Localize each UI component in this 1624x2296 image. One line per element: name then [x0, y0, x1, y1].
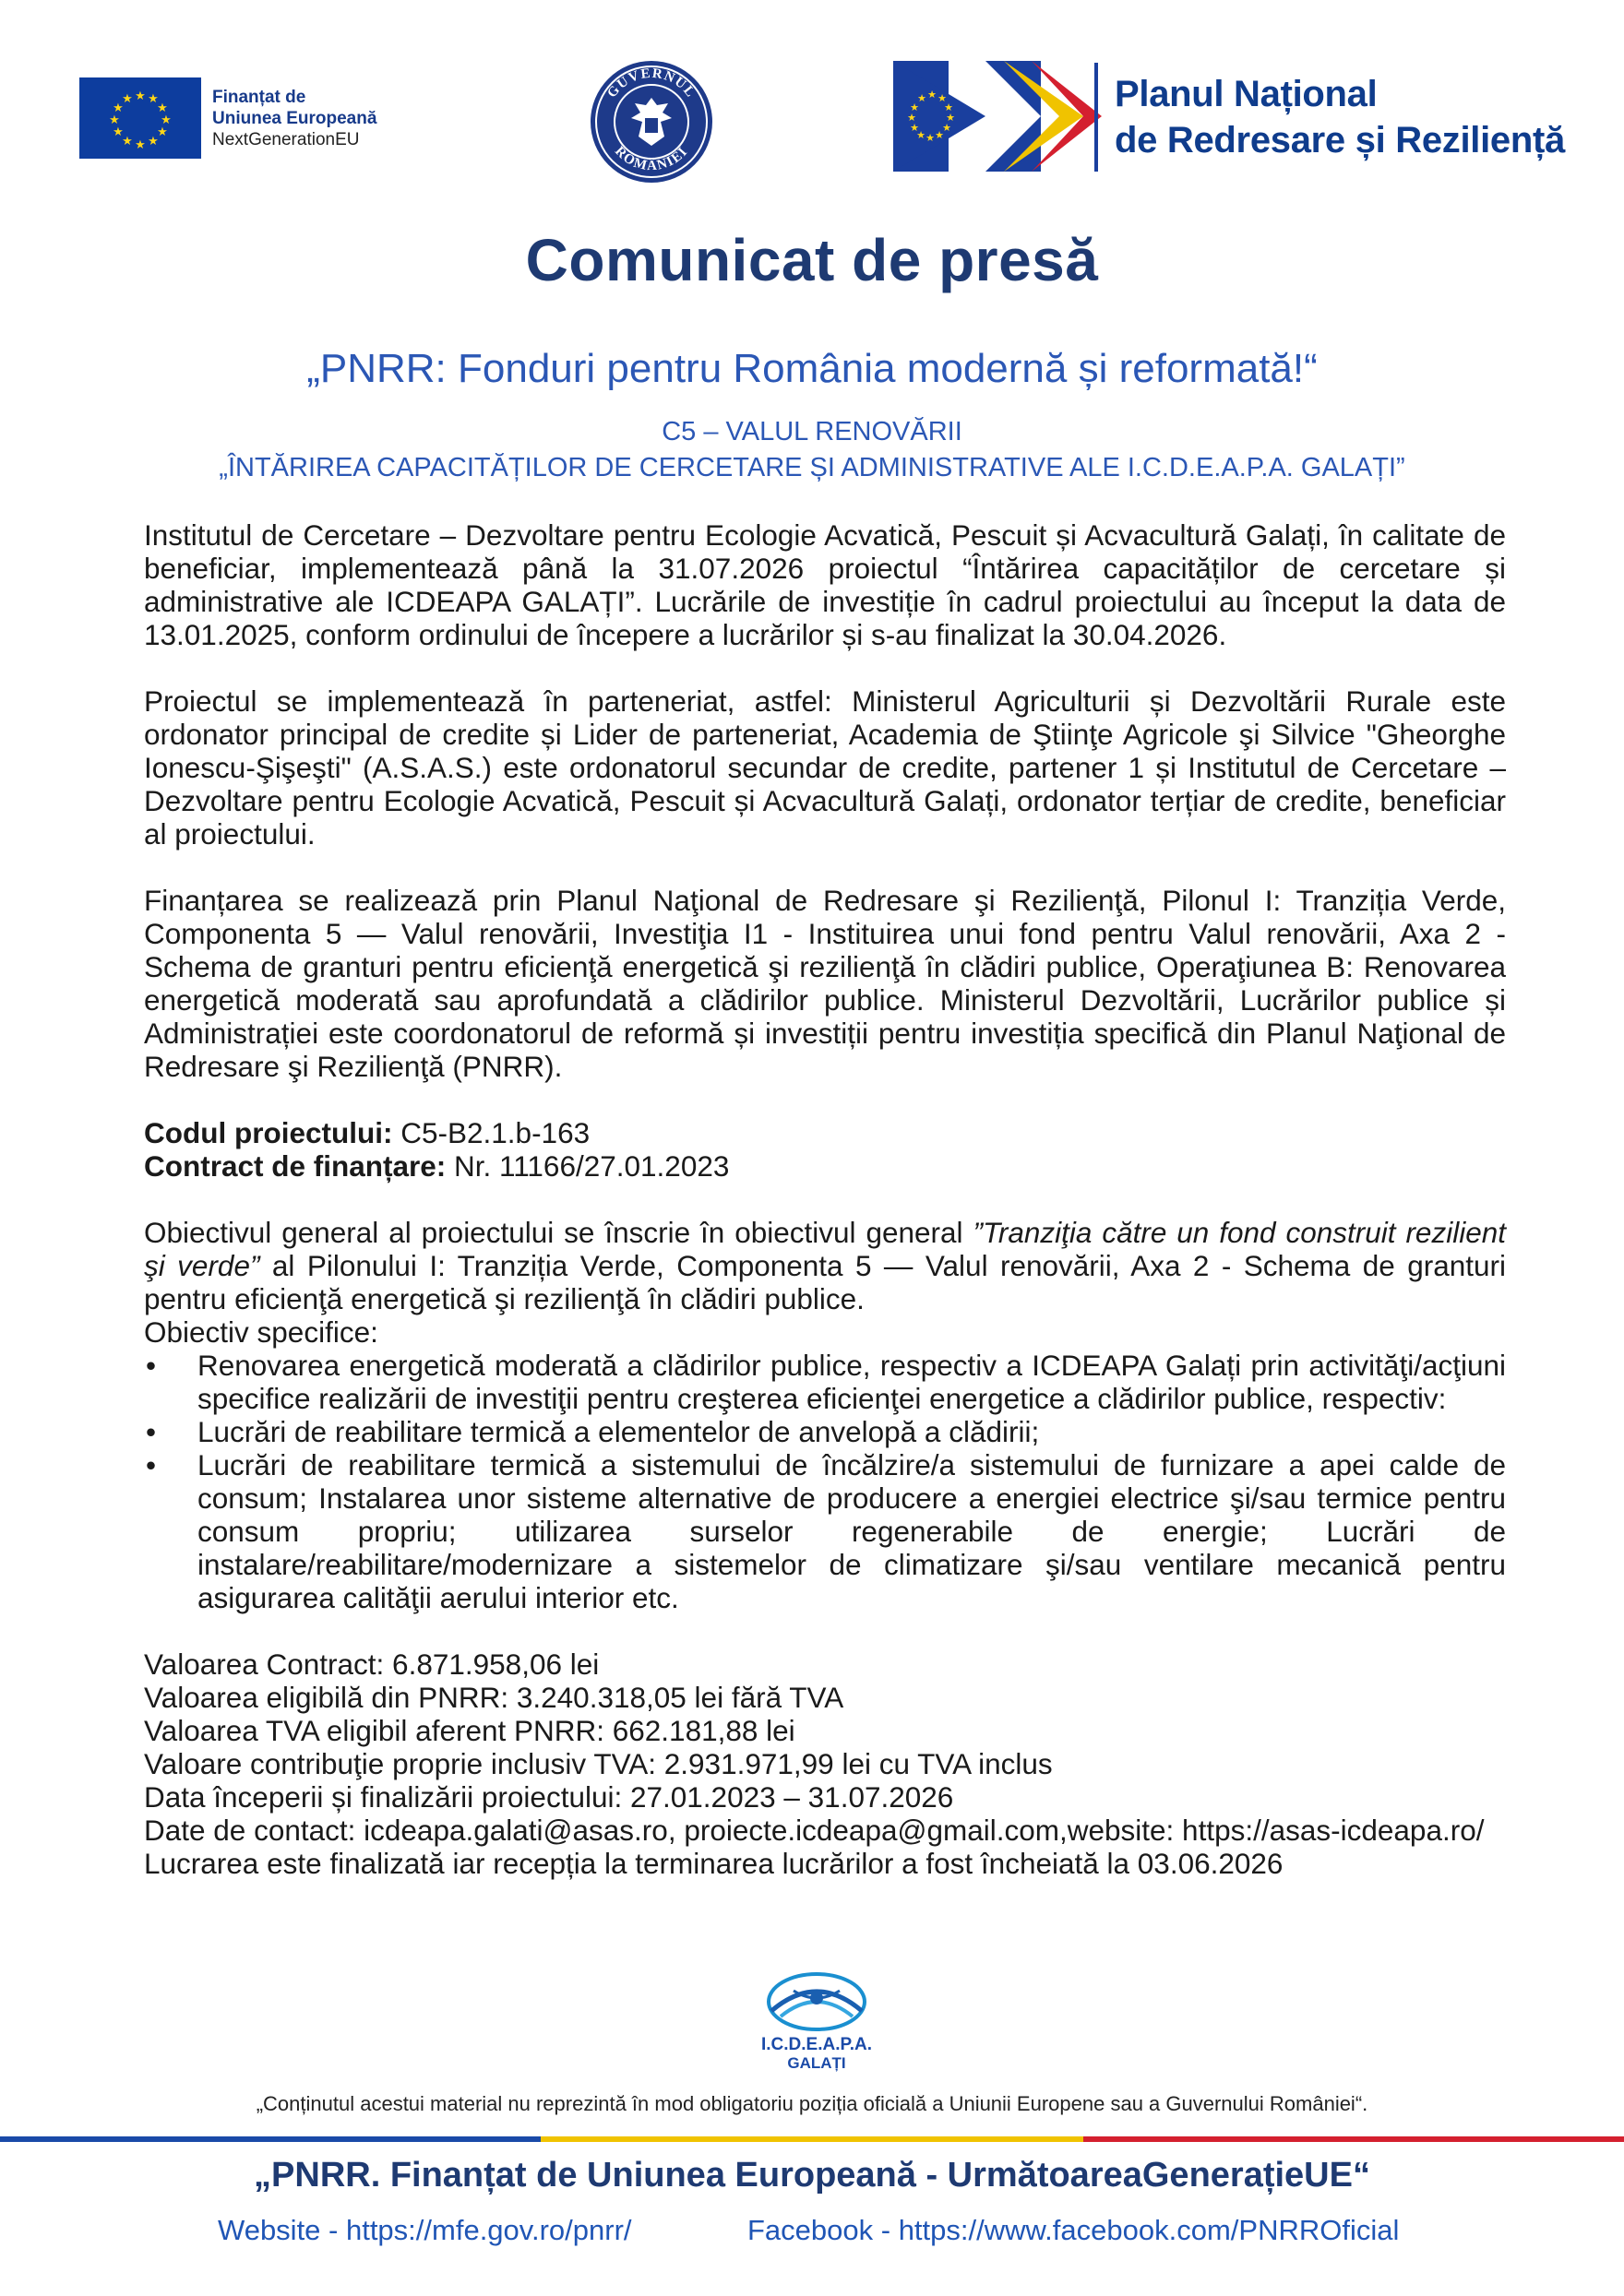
press-release-body: [144, 518, 1506, 1880]
svg-text:★: ★: [148, 92, 159, 106]
completion-line: Lucrarea este finalizată iar recepția la terminarea lucrărilor a fost încheiată la 03.06.2026: [144, 1847, 1284, 1880]
facebook-link[interactable]: Facebook - https://www.facebook.com/PNRROficial: [747, 2214, 1400, 2246]
pnrr-flag-icon: [893, 61, 1102, 173]
svg-text:★: ★: [927, 89, 937, 101]
svg-text:★: ★: [157, 101, 168, 115]
contract-value: Nr. 11166/27.01.2023: [446, 1149, 730, 1183]
specific-objectives-list: [144, 1349, 1506, 1614]
svg-text:★: ★: [122, 135, 133, 149]
header-logos: [0, 0, 1624, 194]
eu-text-line3: NextGenerationEU: [212, 129, 360, 149]
icdeapa-logo: [738, 1963, 895, 2074]
svg-text:★: ★: [135, 138, 146, 152]
general-objective: [144, 1216, 1506, 1315]
eu-flag-icon: [79, 77, 201, 159]
svg-text:★: ★: [942, 122, 951, 134]
component-label: C5 – VALUL RENOVĂRII: [662, 417, 962, 446]
website-link[interactable]: Website - https://mfe.gov.ro/pnrr/: [218, 2214, 632, 2246]
bullet-icon: •: [146, 1415, 157, 1448]
objective-intro: Obiectivul general al proiectului se înscrie în obiectivul general: [144, 1216, 973, 1249]
page-subtitle: „PNRR: Fonduri pentru România modernă și reformată!“: [306, 346, 1318, 391]
value-line: Valoarea TVA eligibil aferent PNRR: 662.181,88 lei: [144, 1714, 795, 1747]
disclaimer: „Conținutul acestui material nu reprezintă în mod obligatoriu poziția oficială a Uniunii Europene sau a Guvernului României“.: [256, 2092, 1368, 2115]
eu-funding-logo: [79, 77, 376, 159]
footer-slogan: „PNRR. Finanțat de Uniunea Europeană - UrmătoareaGenerațieUE“: [254, 2156, 1370, 2195]
paragraph-intro: Institutul de Cercetare – Dezvoltare pentru Ecologie Acvatică, Pescuit și Acvacultură Galați, în calitate de beneficiar, implementează până la 31.07.2026 proiectul “Întărirea capacităților de cercetare și administrative ale ICDEAPA GALAȚI”. Lucrările de investiție în cadrul proiectului au început la data de 13.01.2025, conform ordinului de începere a lucrărilor și s-au finalizat la 30.04.2026.: [144, 518, 1506, 651]
project-code-line: [144, 1116, 1506, 1149]
pnrr-title-line2: de Redresare și Reziliență: [1115, 120, 1565, 161]
svg-text:★: ★: [917, 92, 926, 104]
project-title: „ÎNTĂRIREA CAPACITĂȚILOR DE CERCETARE ȘI ADMINISTRATIVE ALE I.C.D.E.A.P.A. GALAȚI”: [219, 453, 1405, 482]
list-item: • Lucrări de reabilitare termică a elementelor de anvelopă a clădirii;: [146, 1415, 1040, 1448]
value-line: Data începerii și finalizării proiectului: 27.01.2023 – 31.07.2026: [144, 1780, 954, 1814]
contract-line: [144, 1149, 1506, 1183]
list-item: • Lucrări de reabilitare termică a sistemului de încălzire/a sistemului de furnizare a apei calde de consum; Instalarea unor sisteme alternative de producere a energiei electrice şi/sau termice pentru consum propriu; utilizarea surselor regenerabile de energie; Lucrări de instalare/reabilitare/modernizare a sistemelor de climatizare şi/sau ventilare mecanică pentru asigurarea calităţii aerului interior etc.: [146, 1448, 1506, 1614]
svg-text:★: ★: [161, 113, 172, 127]
tricolor-divider: [0, 2136, 1624, 2142]
pnrr-logo: [893, 61, 1565, 173]
value-line: Valoarea Contract: 6.871.958,06 lei: [144, 1648, 600, 1681]
logo-text-line2: GALAȚI: [787, 2054, 846, 2072]
svg-text:★: ★: [910, 122, 919, 134]
svg-text:★: ★: [910, 101, 919, 113]
svg-text:★: ★: [157, 125, 168, 139]
contact-line: Date de contact: icdeapa.galati@asas.ro, proiecte.icdeapa@gmail.com,website: https://asas-icdeapa.ro/: [144, 1814, 1485, 1847]
value-line: Valoare contribuţie proprie inclusiv TVA: 2.931.971,99 lei cu TVA inclus: [144, 1747, 1053, 1780]
project-code-label: Codul proiectului:: [144, 1116, 393, 1149]
svg-text:★: ★: [135, 89, 146, 103]
paragraph-financing: Finanțarea se realizează prin Planul Naţional de Redresare şi Rezilienţă, Pilonul I: Tranziția Verde, Componenta 5 — Valul renovării, Investiţia I1 - Instituirea unui fond pentru Valul renovării, Axa 2 - Schema de granturi pentru eficienţă energetică şi rezilienţă în clădiri publice, Operaţiunea B: Renovarea energetică moderată sau aprofundată a clădirilor publice. Ministerul Dezvoltării, Lucrărilor publice și Administrației este coordonatorul de reformă și investiții pentru investiția specifică din Planul Naţional de Redresare şi Rezilienţă (PNRR).: [144, 884, 1506, 1083]
bullet-icon: •: [146, 1448, 157, 1481]
paragraph-partnership: Proiectul se implementează în parteneriat, astfel: Ministerul Agriculturii și Dezvoltării Rurale este ordonator principal de credite și Lider de parteneriat, Academia de Ştiinţe Agricole şi Silvice "Gheorghe Ionescu-Şişeşti" (A.S.A.S.) este ordonatorul secundar de credite, partener 1 și Institutul de Cercetare – Dezvoltare pentru Ecologie Acvatică, Pescuit și Acvacultură Galați, ordonator terțiar de credite, beneficiar al proiectului.: [144, 684, 1506, 851]
seal-top-text: GUVERNUL: [604, 65, 699, 101]
svg-text:★: ★: [925, 132, 935, 144]
list-item: • Renovarea energetică moderată a clădirilor publice, respectiv a ICDEAPA Galați prin activităţi/acţiuni specifice realizării de investiţii pentru creşterea eficienţei energetice a clădirilor publice, respectiv:: [146, 1349, 1506, 1415]
svg-text:★: ★: [113, 101, 124, 115]
objective-rest: al Pilonului I: Tranziția Verde, Componenta 5 — Valul renovării, Axa 2 - Schema de granturi pentru eficienţă energetică şi rezilienţă în clădiri publice.: [144, 1249, 1507, 1315]
svg-text:★: ★: [944, 101, 953, 113]
svg-text:★: ★: [113, 125, 124, 139]
svg-text:★: ★: [935, 129, 944, 141]
svg-text:★: ★: [937, 92, 947, 104]
svg-text:★: ★: [946, 112, 955, 124]
pnrr-title-line1: Planul Național: [1115, 74, 1378, 114]
value-line: Valoarea eligibilă din PNRR: 3.240.318,05 lei fără TVA: [144, 1681, 844, 1714]
svg-text:★: ★: [122, 92, 133, 106]
specific-objectives-heading: Obiectiv specifice:: [144, 1315, 378, 1349]
svg-text:★: ★: [907, 112, 916, 124]
page-title: Comunicat de presă: [525, 227, 1099, 293]
objective-italic: ”Tranziţia către un fond construit rezilient şi verde”: [144, 1216, 1506, 1282]
bullet-icon: •: [146, 1349, 157, 1382]
project-code-value: C5-B2.1.b-163: [392, 1116, 591, 1149]
contract-label: Contract de finanțare:: [144, 1149, 447, 1183]
svg-text:★: ★: [109, 113, 120, 127]
eu-text-line1: Finanțat de: [212, 87, 306, 107]
eu-text-line2: Uniunea Europeană: [212, 108, 377, 128]
seal-bottom-text: ROMÂNIEI: [612, 144, 691, 174]
svg-text:★: ★: [916, 129, 925, 141]
svg-text:★: ★: [148, 135, 159, 149]
romanian-government-seal-icon: [587, 57, 716, 186]
logo-text-line1: I.C.D.E.A.P.A.: [760, 2035, 873, 2054]
